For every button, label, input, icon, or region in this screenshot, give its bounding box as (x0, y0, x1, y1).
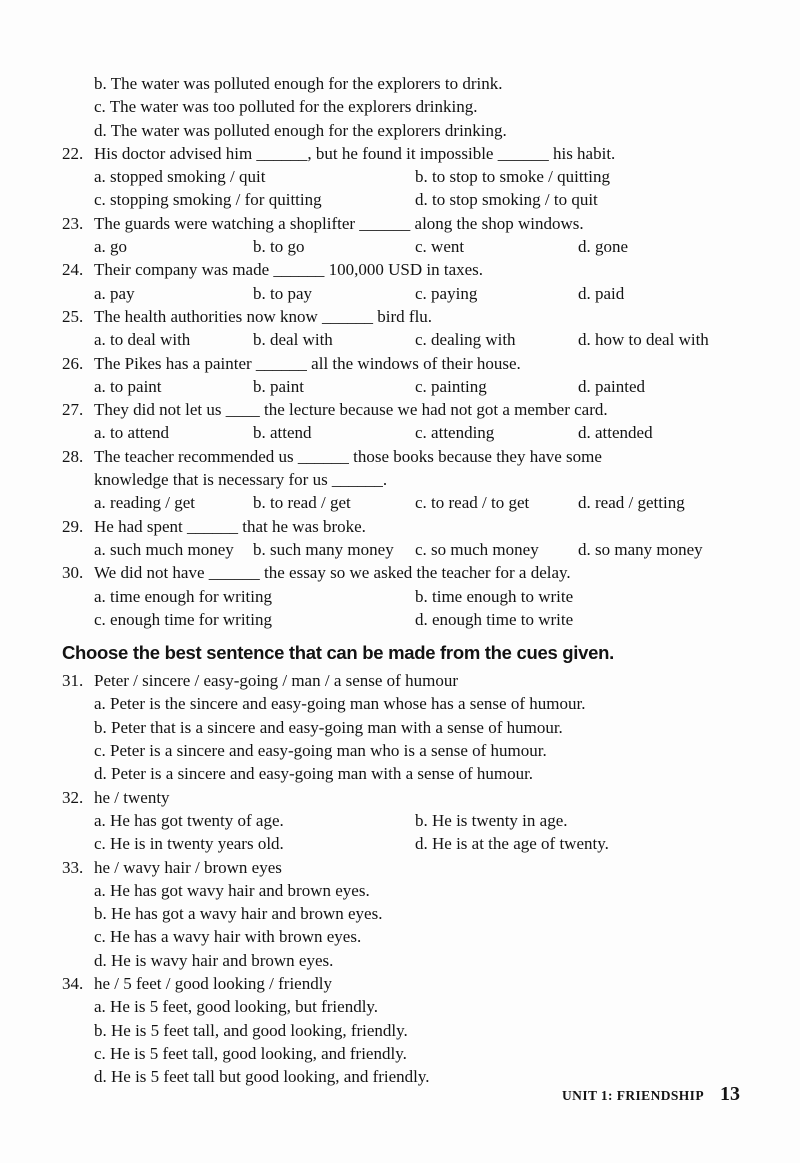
option-cell: d. paid (578, 283, 625, 303)
question-line (62, 142, 744, 165)
option-cell: d. gone (578, 237, 629, 257)
option-line: c. He has a wavy hair with brown eyes. (94, 927, 362, 947)
question-line (62, 305, 744, 328)
question-line (62, 258, 744, 281)
option-cell: b. attend (253, 423, 312, 443)
question-text: The teacher recommended us ______ those books because they have some (94, 446, 602, 466)
question-block (62, 352, 744, 399)
question-block (62, 398, 744, 445)
option-line: b. Peter that is a sincere and easy-going man with a sense of humour. (94, 717, 563, 737)
question-block (62, 212, 744, 259)
question-number: 34. (62, 973, 84, 993)
option-line: b. He has got a wavy hair and brown eyes. (94, 904, 383, 924)
option-line: c. Peter is a sincere and easy-going man who is a sense of humour. (94, 741, 547, 761)
question-block (62, 258, 744, 305)
option-row (94, 421, 744, 444)
option-cell: a. to paint (94, 376, 162, 396)
option-row (94, 809, 744, 832)
question-block (62, 561, 744, 631)
question-number: 22. (62, 143, 84, 163)
option-row (94, 235, 744, 258)
option-cell: a. such much money (94, 539, 234, 559)
page-footer (562, 1083, 740, 1107)
question-text: The Pikes has a painter ______ all the windows of their house. (94, 353, 521, 373)
page-content (62, 72, 744, 1088)
option-cell: a. stopped smoking / quit (94, 167, 266, 187)
option-cell: a. time enough for writing (94, 586, 272, 606)
option-line: d. He is 5 feet tall but good looking, and friendly. (94, 1067, 430, 1087)
option-line: b. The water was polluted enough for the explorers to drink. (94, 74, 503, 93)
option-cell: d. read / getting (578, 493, 685, 513)
option-cell: d. to stop smoking / to quit (415, 190, 598, 210)
option-cell: b. to go (253, 237, 305, 257)
option-row (94, 188, 744, 211)
option-row (94, 282, 744, 305)
question-line (62, 972, 744, 995)
option-line: d. He is wavy hair and brown eyes. (94, 950, 334, 970)
option-cell: c. enough time for writing (94, 609, 272, 629)
option-cell: c. paying (415, 283, 478, 303)
option-cell: a. reading / get (94, 493, 196, 513)
option-cell: d. enough time to write (415, 609, 574, 629)
option-row (94, 832, 744, 855)
option-cell: c. went (415, 237, 465, 257)
question-number: 28. (62, 446, 84, 466)
question-text: They did not let us ____ the lecture because we had not got a member card. (94, 400, 608, 420)
question-text: The guards were watching a shoplifter ______ along the shop windows. (94, 213, 584, 233)
option-cell: b. paint (253, 376, 304, 396)
option-line: c. He is 5 feet tall, good looking, and friendly. (94, 1043, 407, 1063)
question-block (62, 856, 744, 972)
cue-text: he / twenty (94, 787, 170, 807)
option-cell: d. how to deal with (578, 330, 709, 350)
option-line: a. He has got wavy hair and brown eyes. (94, 880, 370, 900)
footer-page-number: 13 (720, 1083, 740, 1105)
question-number: 23. (62, 213, 84, 233)
question-text: Their company was made ______ 100,000 USD in taxes. (94, 260, 484, 280)
option-row (94, 608, 744, 631)
question-line (62, 856, 744, 879)
option-cell: c. so much money (415, 539, 539, 559)
option-cell: c. stopping smoking / for quitting (94, 190, 322, 210)
question-number: 30. (62, 563, 84, 583)
question-block (62, 669, 744, 785)
option-cell: b. to read / get (253, 493, 351, 513)
section-heading: Choose the best sentence that can be made from the cues given. (62, 642, 614, 664)
question-number: 26. (62, 353, 84, 373)
option-line: c. The water was too polluted for the explorers drinking. (94, 97, 478, 117)
question-text: We did not have ______ the essay so we asked the teacher for a delay. (94, 563, 571, 583)
option-line: d. Peter is a sincere and easy-going man with a sense of humour. (94, 764, 534, 784)
question-block (62, 445, 744, 515)
cue-text: Peter / sincere / easy-going / man / a sense of humour (94, 671, 458, 691)
question-text-continuation: knowledge that is necessary for us ______. (94, 470, 388, 490)
question-block (62, 786, 744, 856)
question-block (62, 515, 744, 562)
question-block (62, 972, 744, 1088)
option-cell: b. deal with (253, 330, 333, 350)
option-cell: c. attending (415, 423, 495, 443)
option-cell: a. He has got twenty of age. (94, 810, 284, 830)
question-line (62, 669, 744, 692)
option-row (94, 328, 744, 351)
question-number: 24. (62, 260, 84, 280)
option-row (94, 491, 744, 514)
question-number: 32. (62, 787, 84, 807)
option-cell: c. painting (415, 376, 487, 396)
option-row (94, 165, 744, 188)
option-row (94, 538, 744, 561)
option-cell: c. He is in twenty years old. (94, 834, 284, 854)
cue-text: he / wavy hair / brown eyes (94, 857, 282, 877)
option-cell: a. go (94, 237, 128, 257)
question-line (62, 515, 744, 538)
option-cell: a. pay (94, 283, 135, 303)
option-row (94, 375, 744, 398)
footer-section-label: UNIT 1: FRIENDSHIP (562, 1088, 704, 1103)
option-cell: d. attended (578, 423, 653, 443)
question-text: He had spent ______ that he was broke. (94, 516, 366, 536)
option-line: b. He is 5 feet tall, and good looking, friendly. (94, 1020, 408, 1040)
option-cell: b. time enough to write (415, 586, 574, 606)
question-number: 29. (62, 516, 84, 536)
question-text: The health authorities now know ______ bird flu. (94, 306, 433, 326)
question-line (62, 445, 744, 468)
option-cell: b. to stop to smoke / quitting (415, 167, 611, 187)
option-cell: b. He is twenty in age. (415, 810, 568, 830)
question-line (62, 352, 744, 375)
option-cell: a. to attend (94, 423, 170, 443)
option-cell: d. so many money (578, 539, 703, 559)
question-line (62, 212, 744, 235)
question-text: His doctor advised him ______, but he found it impossible ______ his habit. (94, 143, 616, 163)
question-block (62, 305, 744, 352)
question-line (62, 561, 744, 584)
option-cell: c. dealing with (415, 330, 516, 350)
question-line (62, 398, 744, 421)
question-number: 25. (62, 306, 84, 326)
option-line: a. He is 5 feet, good looking, but friendly. (94, 997, 379, 1017)
option-cell: d. He is at the age of twenty. (415, 834, 609, 854)
cue-text: he / 5 feet / good looking / friendly (94, 973, 332, 993)
question-number: 27. (62, 400, 84, 420)
option-line: d. The water was polluted enough for the explorers drinking. (94, 120, 507, 140)
option-cell: b. such many money (253, 539, 394, 559)
option-line: a. Peter is the sincere and easy-going man whose has a sense of humour. (94, 694, 586, 714)
option-cell: d. painted (578, 376, 646, 396)
question-line (62, 786, 744, 809)
question-number: 33. (62, 857, 84, 877)
question-block (62, 142, 744, 212)
option-cell: a. to deal with (94, 330, 191, 350)
option-cell: b. to pay (253, 283, 313, 303)
option-cell: c. to read / to get (415, 493, 530, 513)
option-row (94, 585, 744, 608)
question-number: 31. (62, 671, 84, 691)
